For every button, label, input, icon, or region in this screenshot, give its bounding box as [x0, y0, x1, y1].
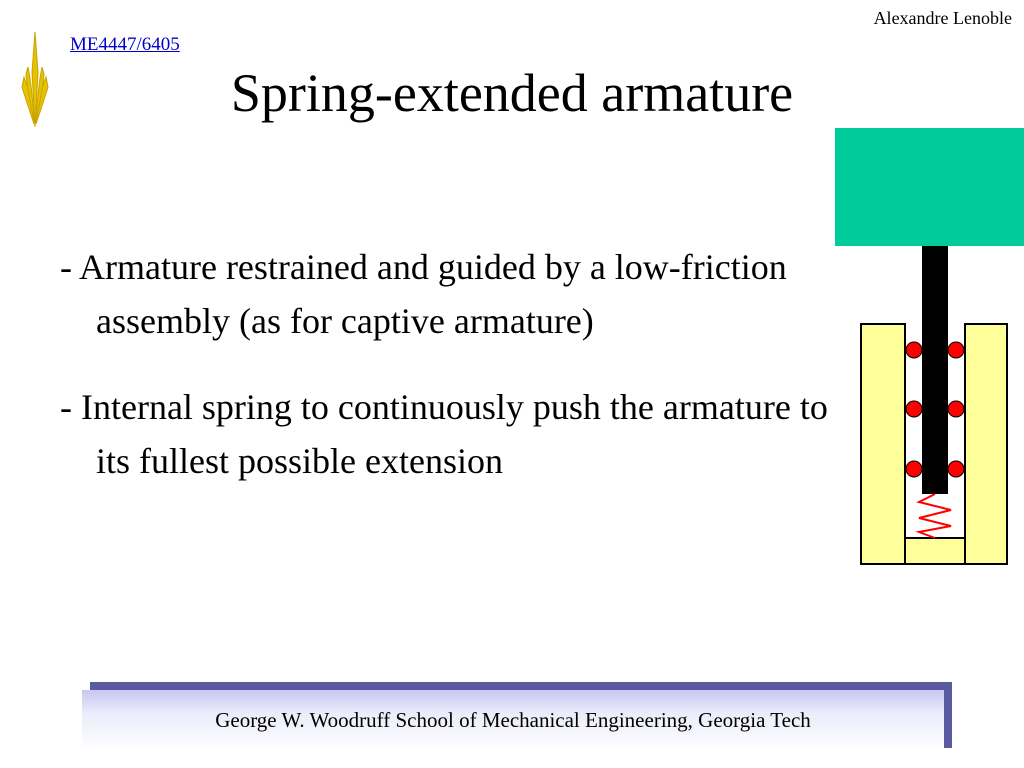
footer-banner: [82, 690, 944, 750]
spring-armature-diagram: [835, 128, 1024, 568]
armature-rod: [922, 246, 948, 494]
armature-head: [835, 128, 1024, 246]
footer-text: George W. Woodruff School of Mechanical Engineering, Georgia Tech: [215, 707, 811, 732]
course-code[interactable]: ME4447/6405: [70, 34, 180, 55]
spring-icon: [919, 494, 951, 538]
housing-left-wall: [861, 324, 905, 564]
base-plate: [905, 538, 965, 564]
slide-title: Spring-extended armature: [230, 63, 794, 123]
housing-right-wall: [965, 324, 1007, 564]
bullet-item: - Internal spring to continuously push the armature to its fullest possible extension: [60, 387, 828, 481]
author-name: Alexandre Lenoble: [873, 8, 1012, 28]
bullet-list: [60, 240, 860, 520]
bullet-item: - Armature restrained and guided by a low-friction assembly (as for captive armature): [60, 247, 787, 341]
